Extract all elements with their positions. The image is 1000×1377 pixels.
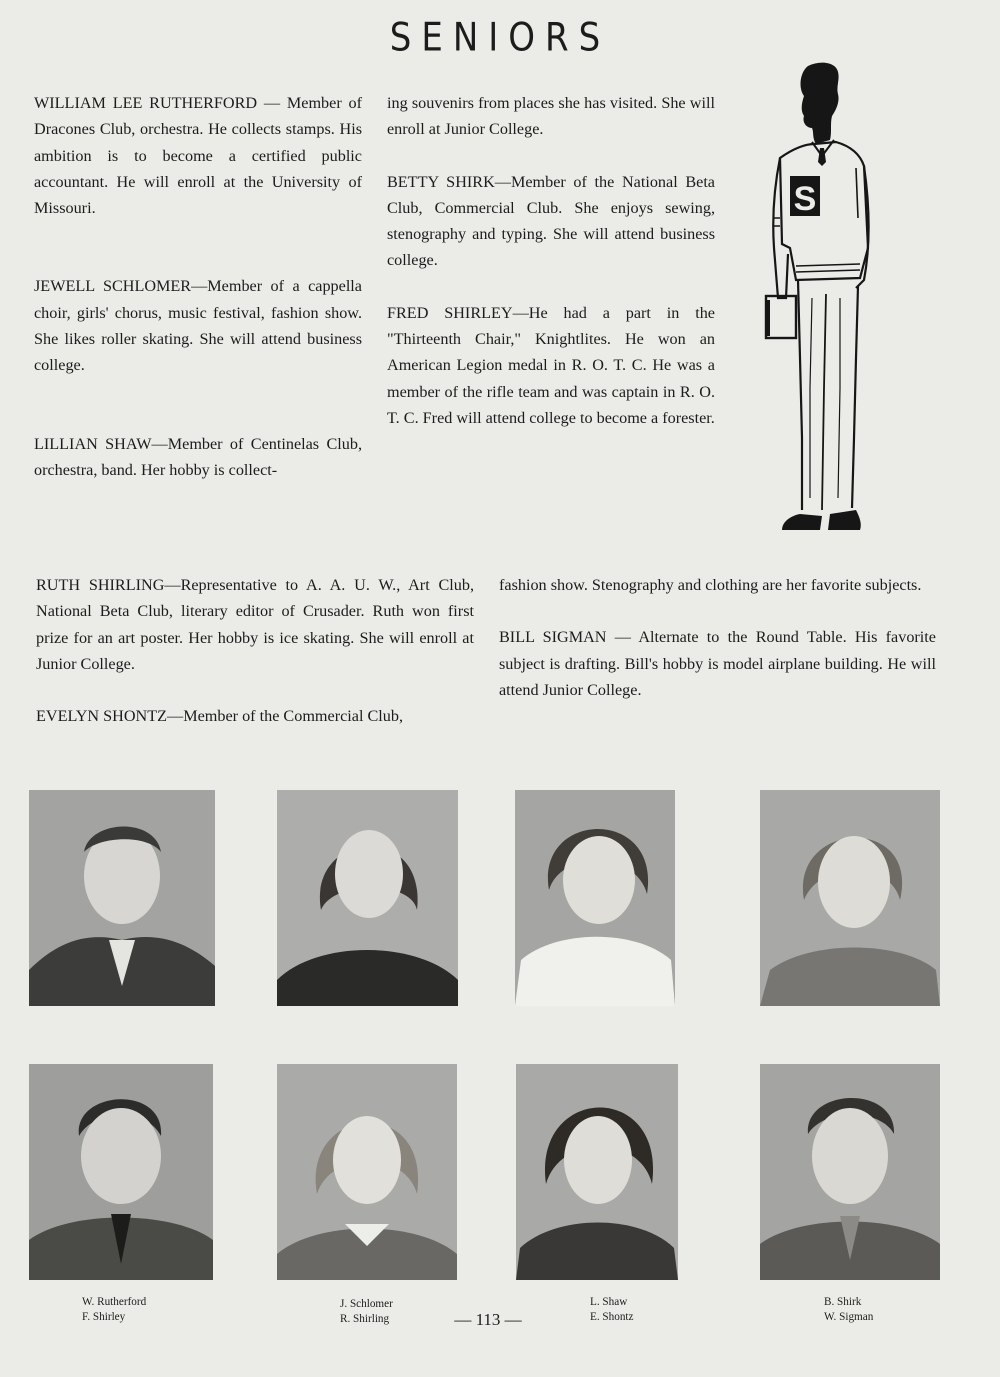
student-silhouette-illustration [760, 58, 872, 543]
bio-sigman: BILL SIGMAN — Alternate to the Round Table. His favorite subject is drafting. Bill's hobby is model airplane building. He will attend Junior College. [499, 628, 936, 699]
portrait-photo [760, 790, 940, 1006]
photo-caption [824, 1295, 873, 1325]
caption-top-name: W. Rutherford [82, 1296, 147, 1308]
bio-rutherford: WILLIAM LEE RUTHERFORD — Member of Dracones Club, orchestra. He collects stamps. His ambition is to become a certified public accountant. He will enroll at the University of Missouri. [34, 94, 362, 218]
bio-column-top-left [34, 90, 362, 483]
bio-column-bottom-left [36, 572, 474, 729]
photo-caption [340, 1297, 393, 1327]
caption-top-name: L. Shaw [590, 1296, 628, 1308]
caption-bottom-name: E. Shontz [590, 1311, 634, 1323]
bio-column-bottom-right [499, 572, 936, 703]
page-number: — 113 — [454, 1310, 522, 1329]
photo-caption [590, 1295, 634, 1325]
bio-shontz: EVELYN SHONTZ—Member of the Commercial Club, [36, 707, 404, 726]
portrait-photo [760, 1064, 940, 1280]
bio-shontz-continued: fashion show. Stenography and clothing are her favorite subjects. [499, 576, 922, 594]
portrait-photo [516, 1064, 678, 1280]
bio-shirling: RUTH SHIRLING—Representative to A. A. U. W., Art Club, National Beta Club, literary editor of Crusader. Ruth won first prize for an art poster. Her hobby is ice skating. She will enroll at Junior College. [36, 576, 474, 673]
portrait-photo [277, 1064, 457, 1280]
caption-bottom-name: F. Shirley [82, 1311, 126, 1323]
caption-top-name: B. Shirk [824, 1296, 862, 1308]
portrait-photo [29, 790, 215, 1006]
caption-bottom-name: W. Sigman [824, 1311, 874, 1323]
caption-bottom-name: R. Shirling [340, 1313, 390, 1325]
bio-shaw-continued: ing souvenirs from places she has visited. She will enroll at Junior College. [387, 94, 715, 139]
caption-top-name: J. Schlomer [340, 1298, 393, 1310]
portrait-photo [29, 1064, 213, 1280]
bio-schlomer: JEWELL SCHLOMER—Member of a cappella choir, girls' chorus, music festival, fashion show. She likes roller skating. She will attend business college. [34, 277, 362, 375]
bio-shirk: BETTY SHIRK—Member of the National Beta Club, Commercial Club. She enjoys sewing, stenography and typing. She will attend business college. [387, 172, 715, 270]
sweater-letter: S [793, 180, 817, 218]
bio-shirley: FRED SHIRLEY—He had a part in the "Thirteenth Chair," Knightlites. He won an American Legion medal in R. O. T. C. He was a member of the rifle team and was captain in R. O. T. C. Fred will attend college to become a forester. [387, 303, 715, 427]
portrait-photo [515, 790, 675, 1006]
photo-caption [82, 1295, 146, 1325]
bio-column-top-right [387, 90, 715, 431]
portrait-photo [277, 790, 458, 1006]
page-title: SENIORS [389, 15, 611, 61]
bio-shaw: LILLIAN SHAW—Member of Centinelas Club, orchestra, band. Her hobby is collect- [34, 434, 362, 479]
